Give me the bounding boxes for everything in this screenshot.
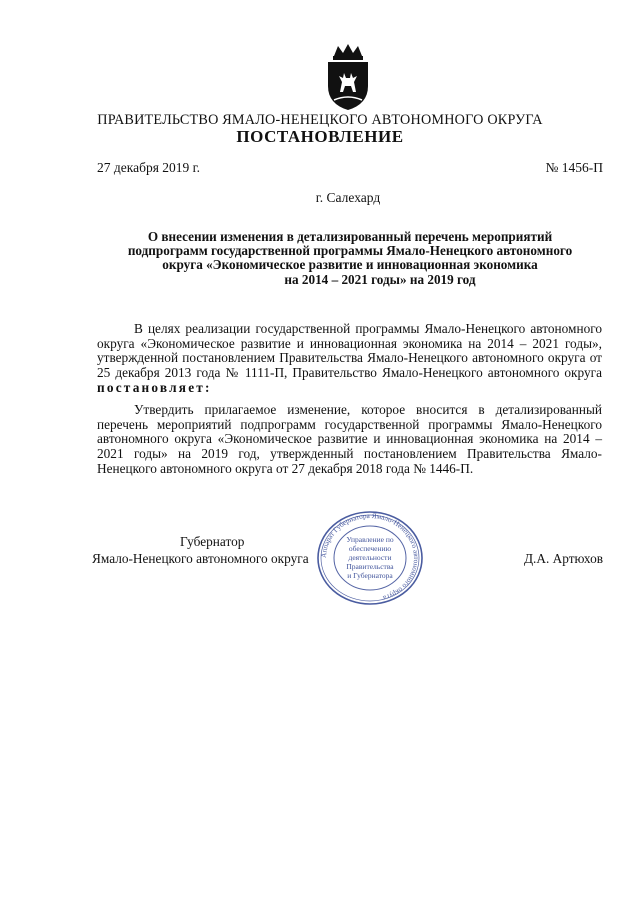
subject-line: на 2014 – 2021 годы» на 2019 год: [284, 271, 476, 287]
signatory-name: Д.А. Артюхов: [523, 551, 603, 566]
subject-line: округа «Экономическое развитие и инновационная экономика: [162, 257, 538, 273]
paragraph-text: В целях реализации государственной программы Ямало-Ненецкого автономного округа «Экономическое развитие и инновационная экономика на 2014 – 2021 годы», утвержденной постановлением Правительства Ямало-Ненецкого автономного округа от 25 декабря 2013 года № 1111-П, Правительство Ямало-Ненецкого автономного округа: [97, 321, 602, 381]
document-number: № 1456-П: [545, 160, 603, 175]
signatory-title: Губернатор: [180, 534, 245, 549]
seal-inner-text: Управление по: [346, 535, 394, 544]
organization-title: ПРАВИТЕЛЬСТВО ЯМАЛО-НЕНЕЦКОГО АВТОНОМНОГО ОКРУГА: [97, 112, 543, 128]
document-type-title: ПОСТАНОВЛЕНИЕ: [236, 127, 404, 146]
document-city: г. Салехард: [315, 190, 381, 205]
seal-inner-text: обеспечению: [348, 544, 392, 553]
body-paragraph-1: [97, 322, 602, 396]
official-seal-icon: [310, 508, 430, 608]
body-paragraph-2: Утвердить прилагаемое изменение, которое вносится в детализированный перечень мероприятий подпрограмм государственной программы Ямало-Ненецкого автономного округа «Экономическое развитие и инновационная экономика на 2014 – 2021 годы» на 2019 год, утвержденный постановлением Правительства Ямало-Ненецкого автономного округа от 27 декабря 2018 года № 1446-П.: [97, 402, 602, 476]
signatory-region: Ямало-Ненецкого автономного округа: [92, 551, 309, 566]
subject-line: О внесении изменения в детализированный перечень мероприятий: [147, 229, 553, 244]
yanao-coat-of-arms-icon: [320, 42, 376, 112]
seal-inner-text: Правительства: [346, 562, 394, 571]
document-date: 27 декабря 2019 г.: [97, 160, 201, 175]
subject-line: подпрограмм государственной программы Ямало-Ненецкого автономного: [127, 243, 573, 259]
seal-inner-text: деятельности: [348, 553, 392, 562]
resolution-keyword: постановляет:: [97, 379, 212, 395]
seal-ring-text: Аппарат Губернатора Ямало-Ненецкого автономного округа: [319, 511, 421, 603]
document-subject: [90, 230, 610, 287]
seal-inner-text: и Губернатора: [347, 571, 393, 580]
